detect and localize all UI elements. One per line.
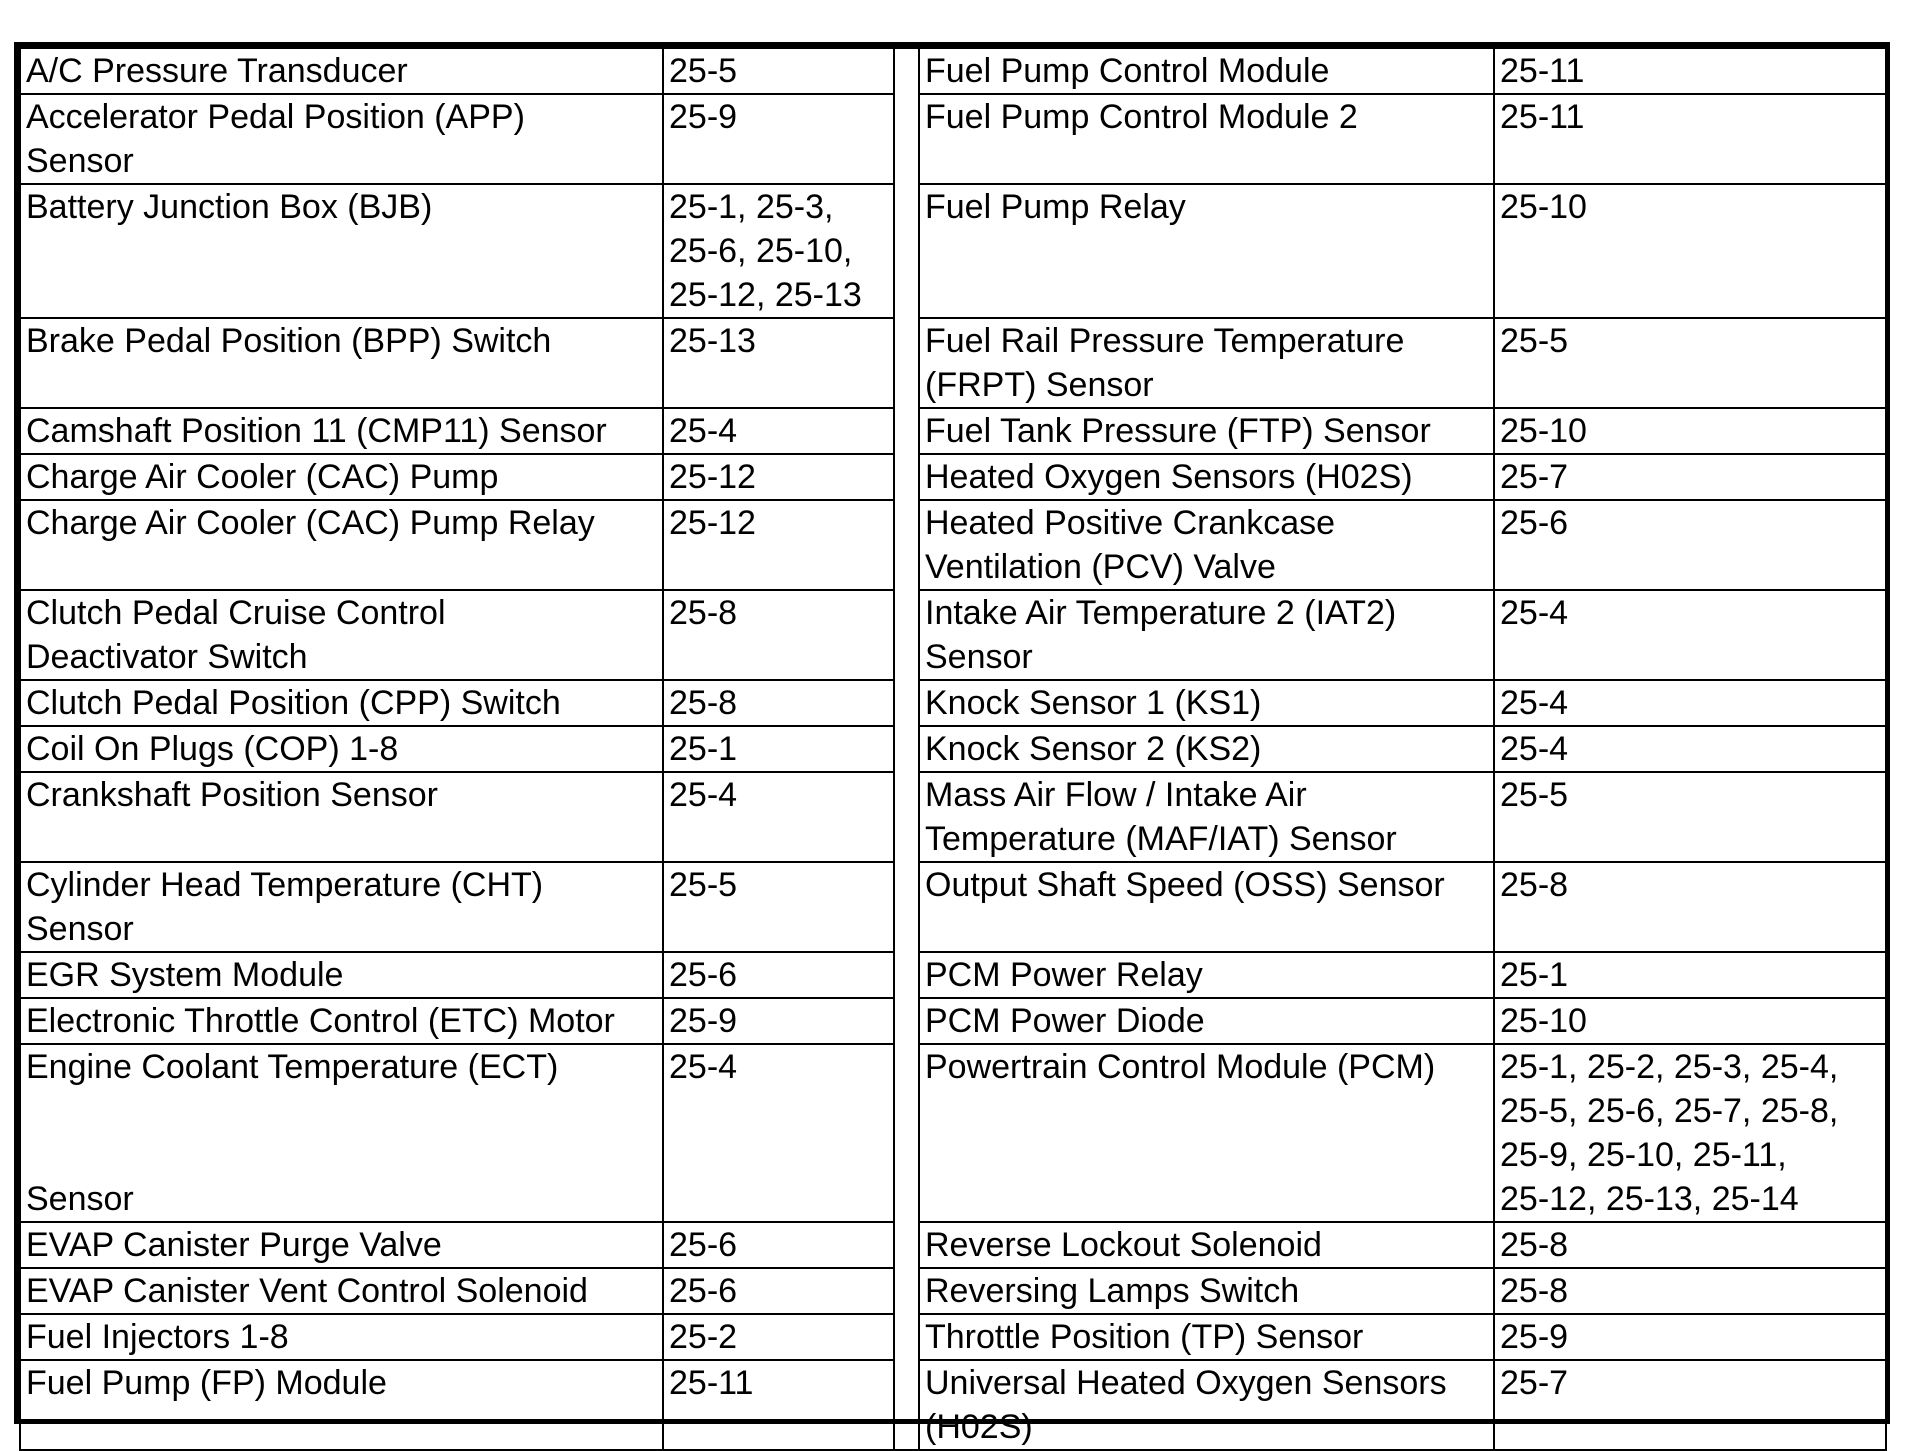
right-component-name: Fuel Pump Relay <box>919 184 1494 318</box>
left-page-reference: 25-4 <box>663 1044 894 1222</box>
table-row <box>20 408 1886 454</box>
right-component-name: Heated Positive Crankcase Ventilation (PCV) Valve <box>919 500 1494 590</box>
table-row <box>20 184 1886 318</box>
left-component-name: Charge Air Cooler (CAC) Pump <box>20 454 663 500</box>
right-page-reference: 25-11 <box>1494 94 1886 184</box>
table-row <box>20 1222 1886 1268</box>
left-component-name: Fuel Injectors 1-8 <box>20 1314 663 1360</box>
component-index-table <box>19 47 1887 1451</box>
table-row <box>20 772 1886 862</box>
left-component-name: EVAP Canister Purge Valve <box>20 1222 663 1268</box>
left-component-name: Fuel Pump (FP) Module <box>20 1360 663 1450</box>
column-gap <box>894 590 919 680</box>
table-row <box>20 998 1886 1044</box>
table-row <box>20 1360 1886 1450</box>
right-page-reference: 25-4 <box>1494 726 1886 772</box>
table-row <box>20 318 1886 408</box>
column-gap <box>894 862 919 952</box>
right-component-name: PCM Power Diode <box>919 998 1494 1044</box>
column-gap <box>894 1314 919 1360</box>
right-page-reference: 25-11 <box>1494 48 1886 94</box>
component-index-body <box>20 48 1886 1450</box>
right-page-reference: 25-10 <box>1494 184 1886 318</box>
right-page-reference: 25-5 <box>1494 772 1886 862</box>
right-component-name: PCM Power Relay <box>919 952 1494 998</box>
right-page-reference: 25-4 <box>1494 680 1886 726</box>
left-page-reference: 25-9 <box>663 94 894 184</box>
right-component-name: Knock Sensor 1 (KS1) <box>919 680 1494 726</box>
column-gap <box>894 726 919 772</box>
left-component-name: Battery Junction Box (BJB) <box>20 184 663 318</box>
right-component-name: Reverse Lockout Solenoid <box>919 1222 1494 1268</box>
left-component-name: Clutch Pedal Position (CPP) Switch <box>20 680 663 726</box>
column-gap <box>894 500 919 590</box>
table-row <box>20 1314 1886 1360</box>
left-component-name: Engine Coolant Temperature (ECT) Sensor <box>20 1044 663 1222</box>
left-component-name: Brake Pedal Position (BPP) Switch <box>20 318 663 408</box>
left-page-reference: 25-5 <box>663 862 894 952</box>
right-component-name: Mass Air Flow / Intake Air Temperature (MAF/IAT) Sensor <box>919 772 1494 862</box>
right-page-reference: 25-10 <box>1494 998 1886 1044</box>
table-row <box>20 726 1886 772</box>
right-component-name: Universal Heated Oxygen Sensors (H02S) <box>919 1360 1494 1450</box>
table-row <box>20 952 1886 998</box>
column-gap <box>894 1044 919 1222</box>
right-component-name: Reversing Lamps Switch <box>919 1268 1494 1314</box>
table-row <box>20 590 1886 680</box>
table-row <box>20 1268 1886 1314</box>
left-page-reference: 25-6 <box>663 1222 894 1268</box>
left-page-reference: 25-5 <box>663 48 894 94</box>
right-component-name: Fuel Pump Control Module <box>919 48 1494 94</box>
left-page-reference: 25-8 <box>663 590 894 680</box>
column-gap <box>894 772 919 862</box>
right-component-name: Heated Oxygen Sensors (H02S) <box>919 454 1494 500</box>
right-component-name: Fuel Tank Pressure (FTP) Sensor <box>919 408 1494 454</box>
table-row <box>20 862 1886 952</box>
left-page-reference: 25-13 <box>663 318 894 408</box>
column-gap <box>894 94 919 184</box>
right-page-reference: 25-9 <box>1494 1314 1886 1360</box>
column-gap <box>894 1268 919 1314</box>
left-component-name: Electronic Throttle Control (ETC) Motor <box>20 998 663 1044</box>
table-row <box>20 500 1886 590</box>
left-component-name: A/C Pressure Transducer <box>20 48 663 94</box>
left-component-name: EGR System Module <box>20 952 663 998</box>
column-gap <box>894 408 919 454</box>
column-gap <box>894 454 919 500</box>
table-row <box>20 48 1886 94</box>
table-row <box>20 1044 1886 1222</box>
left-page-reference: 25-9 <box>663 998 894 1044</box>
left-component-name: Coil On Plugs (COP) 1-8 <box>20 726 663 772</box>
table-row <box>20 680 1886 726</box>
table-row <box>20 454 1886 500</box>
right-page-reference: 25-8 <box>1494 1222 1886 1268</box>
column-gap <box>894 998 919 1044</box>
right-component-name: Fuel Rail Pressure Temperature (FRPT) Sensor <box>919 318 1494 408</box>
table-row <box>20 94 1886 184</box>
left-component-name: Crankshaft Position Sensor <box>20 772 663 862</box>
right-page-reference: 25-6 <box>1494 500 1886 590</box>
right-component-name: Intake Air Temperature 2 (IAT2) Sensor <box>919 590 1494 680</box>
column-gap <box>894 1222 919 1268</box>
column-gap <box>894 184 919 318</box>
right-page-reference: 25-1 <box>1494 952 1886 998</box>
left-page-reference: 25-6 <box>663 1268 894 1314</box>
right-page-reference: 25-10 <box>1494 408 1886 454</box>
left-page-reference: 25-12 <box>663 500 894 590</box>
right-page-reference: 25-5 <box>1494 318 1886 408</box>
right-page-reference: 25-1, 25-2, 25-3, 25-4, 25-5, 25-6, 25-7, 25-8, 25-9, 25-10, 25-11, 25-12, 25-13, 25-14 <box>1494 1044 1886 1222</box>
left-component-name: Camshaft Position 11 (CMP11) Sensor <box>20 408 663 454</box>
column-gap <box>894 1360 919 1450</box>
left-component-name: Charge Air Cooler (CAC) Pump Relay <box>20 500 663 590</box>
column-gap <box>894 680 919 726</box>
left-page-reference: 25-1, 25-3, 25-6, 25-10, 25-12, 25-13 <box>663 184 894 318</box>
right-page-reference: 25-8 <box>1494 862 1886 952</box>
left-page-reference: 25-4 <box>663 408 894 454</box>
left-page-reference: 25-8 <box>663 680 894 726</box>
column-gap <box>894 318 919 408</box>
right-component-name: Throttle Position (TP) Sensor <box>919 1314 1494 1360</box>
left-page-reference: 25-2 <box>663 1314 894 1360</box>
right-page-reference: 25-4 <box>1494 590 1886 680</box>
left-page-reference: 25-11 <box>663 1360 894 1450</box>
left-page-reference: 25-1 <box>663 726 894 772</box>
right-component-name: Knock Sensor 2 (KS2) <box>919 726 1494 772</box>
left-component-name: EVAP Canister Vent Control Solenoid <box>20 1268 663 1314</box>
column-gap <box>894 48 919 94</box>
component-index-table-frame <box>14 42 1890 1446</box>
right-component-name: Output Shaft Speed (OSS) Sensor <box>919 862 1494 952</box>
left-page-reference: 25-4 <box>663 772 894 862</box>
right-page-reference: 25-7 <box>1494 1360 1886 1450</box>
left-component-name: Cylinder Head Temperature (CHT) Sensor <box>20 862 663 952</box>
right-page-reference: 25-8 <box>1494 1268 1886 1314</box>
right-component-name: Fuel Pump Control Module 2 <box>919 94 1494 184</box>
left-page-reference: 25-6 <box>663 952 894 998</box>
left-page-reference: 25-12 <box>663 454 894 500</box>
column-gap <box>894 952 919 998</box>
left-component-name: Clutch Pedal Cruise Control Deactivator Switch <box>20 590 663 680</box>
left-component-name: Accelerator Pedal Position (APP) Sensor <box>20 94 663 184</box>
right-component-name: Powertrain Control Module (PCM) <box>919 1044 1494 1222</box>
right-page-reference: 25-7 <box>1494 454 1886 500</box>
